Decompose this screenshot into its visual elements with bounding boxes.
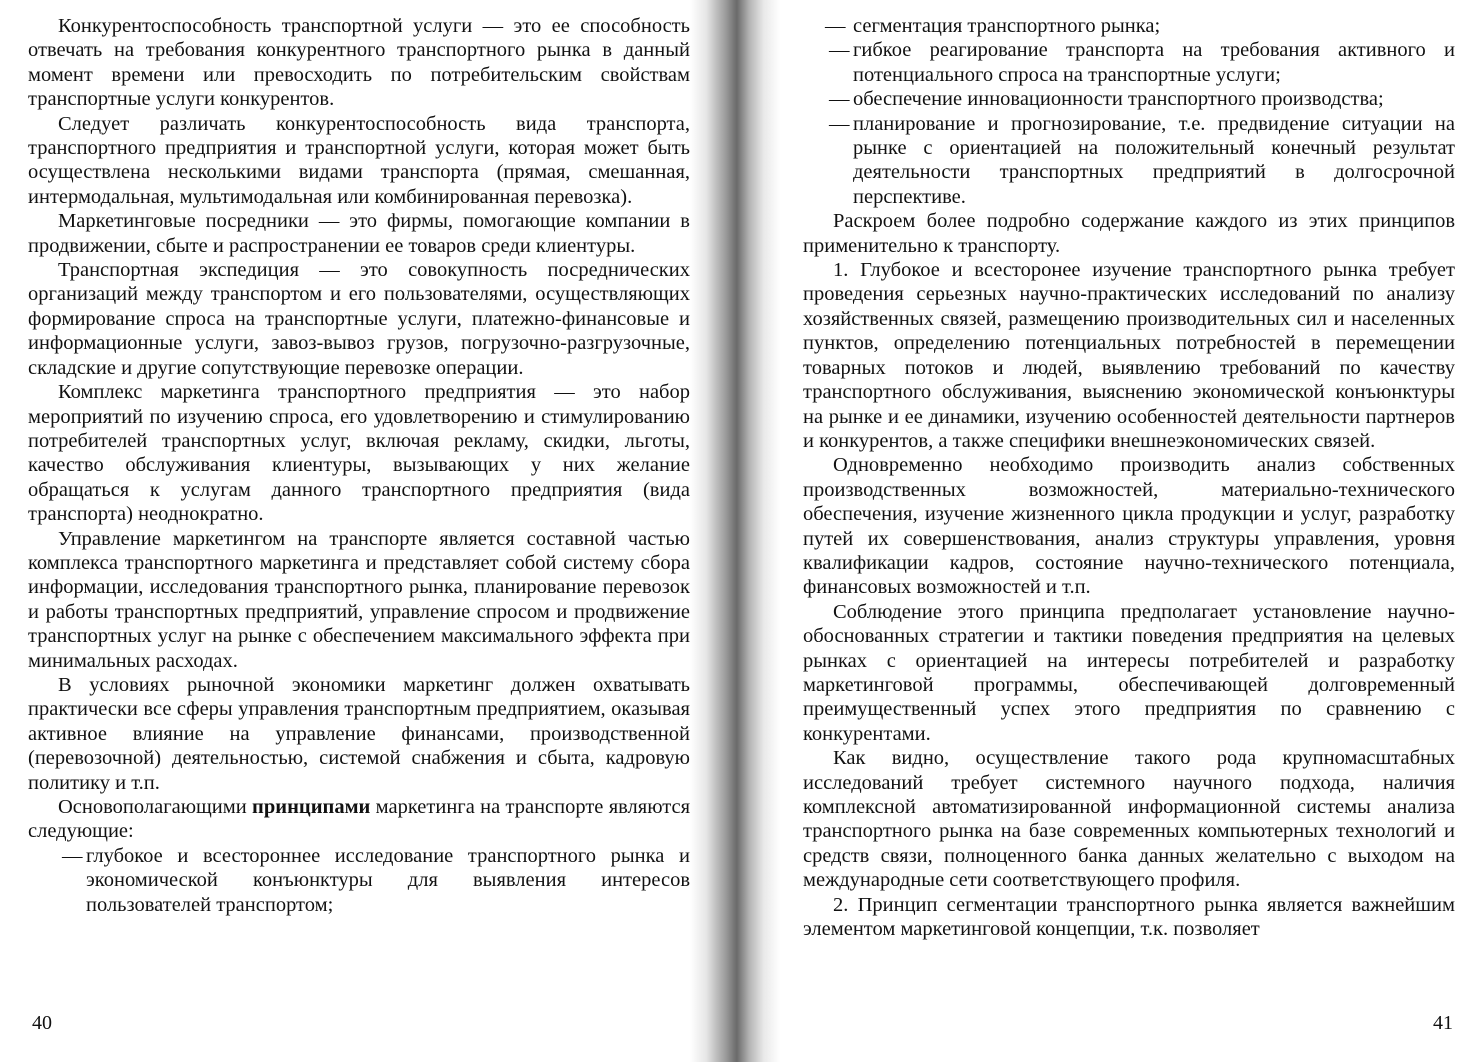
list-dash: —: [829, 39, 850, 62]
list-item-text: сегментация транспортного рынка;: [853, 15, 1161, 37]
paragraph: В условиях рыночной экономики маркетинг должен охватывать практически все сферы управления транспортным предприятием, оказывая активное влияние на управление финансами, производственной (перевозочной) деятельностью, системой снабжения и сбыта, кадровую политику и т.п.: [28, 673, 690, 794]
principles-list-right: [803, 14, 1455, 209]
paragraph: Управление маркетингом на транспорте является составной частью комплекса транспортного маркетинга и представляет собой систему сбора информации, исследования транспортного рынка, планирование перевозок и работы транспортных предприятий, управление спросом и продвижение транспортных услуг на рынке с обеспечением максимального эффекта при минимальных расходах.: [28, 527, 690, 672]
paragraph: Следует различать конкурентоспособность вида транспорта, транспортного предприятия и транспортной услуги, которая может быть осуществлена несколькими видами транспорта (прямая, смешанная, интермодальная, мультимодальная или комбинированная перевозка).: [28, 112, 690, 208]
paragraph: Как видно, осуществление такого рода крупномасштабных исследований требует системного научного подхода, наличия комплексной автоматизированной информационной системы анализа транспортного рынка на базе современных компьютерных технологий и средств связи, полноценного банка данных желательно с выходом на международные сети соответствующего профиля.: [803, 747, 1455, 892]
list-item-text: обеспечение инновационности транспортного производства;: [853, 88, 1384, 111]
principles-intro-start: Основополагающими: [58, 796, 253, 818]
list-item-text: глубокое и всестороннее исследование транспортного рынка и экономической конъюнктуры для выявления интересов пользователей транспортом;: [86, 844, 690, 916]
paragraph: Одновременно необходимо производить анализ собственных производственных возможностей, материально-технического обеспечения, изучение жизненного цикла продукции и услуг, разработку путей их совершенствования, анализ структуры управления, уровня квалификации кадров, состояние научно-технического потенциала, финансовых возможностей и т.п.: [803, 454, 1455, 599]
list-item: [803, 14, 1455, 38]
paragraph: 1. Глубокое и всесторонее изучение транспортного рынка требует проведения серьезных научно-практических исследований по анализу хозяйственных связей, размещению производительных сил и населенных пунктов, определению потенциальных потребностей в перемещении товарных потоков и людей, выявлению требований по качеству транспортного обслуживания, выяснению экономической конъюнктуры на рынке и ее динамики, изучению особенностей деятельности партнеров и конкурентов, а также специфики внешнеэкономических связей.: [803, 259, 1455, 452]
paragraph: Конкурентоспособность транспортной услуги — это ее способность отвечать на требования конкурентного транспортного рынка в данный момент времени или превосходить по потребительским свойствам транспортные услуги конкурентов.: [28, 15, 690, 111]
list-dash: —: [62, 844, 83, 867]
list-item-text: планирование и прогнозирование, т.е. предвидение ситуации на рынке с ориентацией на положительный конечный результат деятельности транспортных предприятий в долгосрочной перспективе.: [853, 112, 1455, 208]
list-item: [803, 112, 1455, 210]
paragraph: Маркетинговые посредники — это фирмы, помогающие компании в продвижении, сбыте и распространении ее товаров среди клиентуры.: [28, 210, 690, 257]
list-item: [803, 87, 1455, 111]
paragraph: Раскроем более подробно содержание каждого из этих принципов применительно к транспорту.: [803, 210, 1455, 257]
book-gutter-shadow: [690, 0, 780, 1062]
paragraph: Соблюдение этого принципа предполагает установление научно-обоснованных стратегии и тактики поведения предприятия на целевых рынках с ориентацией на интересы потребителей и разработку маркетинговой программы, обеспечивающей долговременный преимущественный успех этого предприятия по сравнению с конкурентами.: [803, 600, 1455, 745]
principles-intro: [28, 795, 690, 844]
principles-intro-end: маркетинга на транспорте являются следующие:: [28, 796, 690, 843]
list-dash: —: [829, 112, 850, 135]
list-dash: —: [825, 15, 846, 37]
principles-keyword: принципами: [252, 796, 371, 818]
list-item: [803, 38, 1455, 87]
paragraph: Транспортная экспедиция — это совокупность посреднических организаций между транспортом и его пользователями, осуществляющих формирование спроса на транспортные услуги, платежно-финансовые и информационные услуги, завоз-вывоз грузов, погрузочно-разгрузочные, складские и другие сопутствующие перевозке операции.: [28, 259, 690, 379]
paragraph: Комплекс маркетинга транспортного предприятия — это набор мероприятий по изучению спроса, его удовлетворению и стимулированию потребителей транспортных услуг, включая рекламу, скидки, льготы, качество обслуживания клиентуры, вызывающих у них желание обращаться к услугам данного транспортного предприятия (вида транспорта) неоднократно.: [28, 381, 690, 526]
paragraph: 2. Принцип сегментации транспортного рынка является важнейшим элементом маркетинговой концепции, т.к. позволяет: [803, 893, 1455, 941]
list-item-text: гибкое реагирование транспорта на требования активного и потенциального спроса на транспортные услуги;: [853, 39, 1455, 86]
list-dash: —: [829, 88, 850, 111]
right-page-text: [803, 14, 1455, 941]
page-number-left: 40: [32, 1012, 52, 1034]
page-number-right: 41: [1433, 1012, 1453, 1034]
principles-list-left: [28, 844, 690, 917]
left-page-text: [28, 14, 690, 917]
list-item: [28, 844, 690, 917]
